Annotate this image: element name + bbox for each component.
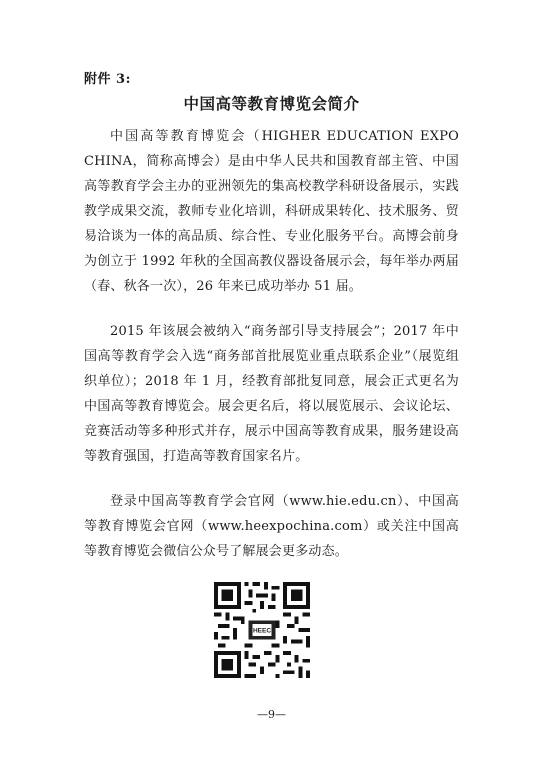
qr-code-icon [214,582,310,678]
attachment-label: 附件 3: [84,72,131,87]
paragraph-text: 登录中国高等教育学会官网（www.hie.edu.cn）、中国高等教育博览会官网（www.heexpochina.com）或关注中国高等教育博览会微信公众号了解展会更多动态。 [84,494,459,559]
paragraph-intro [84,124,459,299]
page-number: —9— [257,708,286,721]
document-title: 中国高等教育博览会简介 [183,94,360,113]
paragraph-history [84,319,459,469]
paragraph-contact [84,489,459,564]
paragraph-text: 中国高等教育博览会（HIGHER EDUCATION EXPO CHINA，简称高博会）是由中华人民共和国教育部主管、中国高等教育学会主办的亚洲领先的集高校教学科研设备展示，实践教学成果交流，教师专业化培训，科研成果转化、技术服务、贸易洽谈为一体的高品质、综合性、专业化服务平台。高博会前身为创立于 1992 年秋的全国高教仪器设备展示会，每年举办两届（春、秋各一次），26 年来已成功举办 51 届。 [84,129,459,294]
paragraph-text: 2015 年该展会被纳入“商务部引导支持展会”；2017 年中国高等教育学会入选“商务部首批展览业重点联系企业”（展览组织单位）；2018 年 1 月，经教育部批复同意，展会正式更名为中国高等教育博览会。展会更名后，将以展览展示、会议论坛、竞赛活动等多种形式并存，展示中国高等教育成果，服务建设高等教育强国，打造高等教育国家名片。 [84,324,459,464]
qr-logo-text: HEEC [252,627,272,635]
